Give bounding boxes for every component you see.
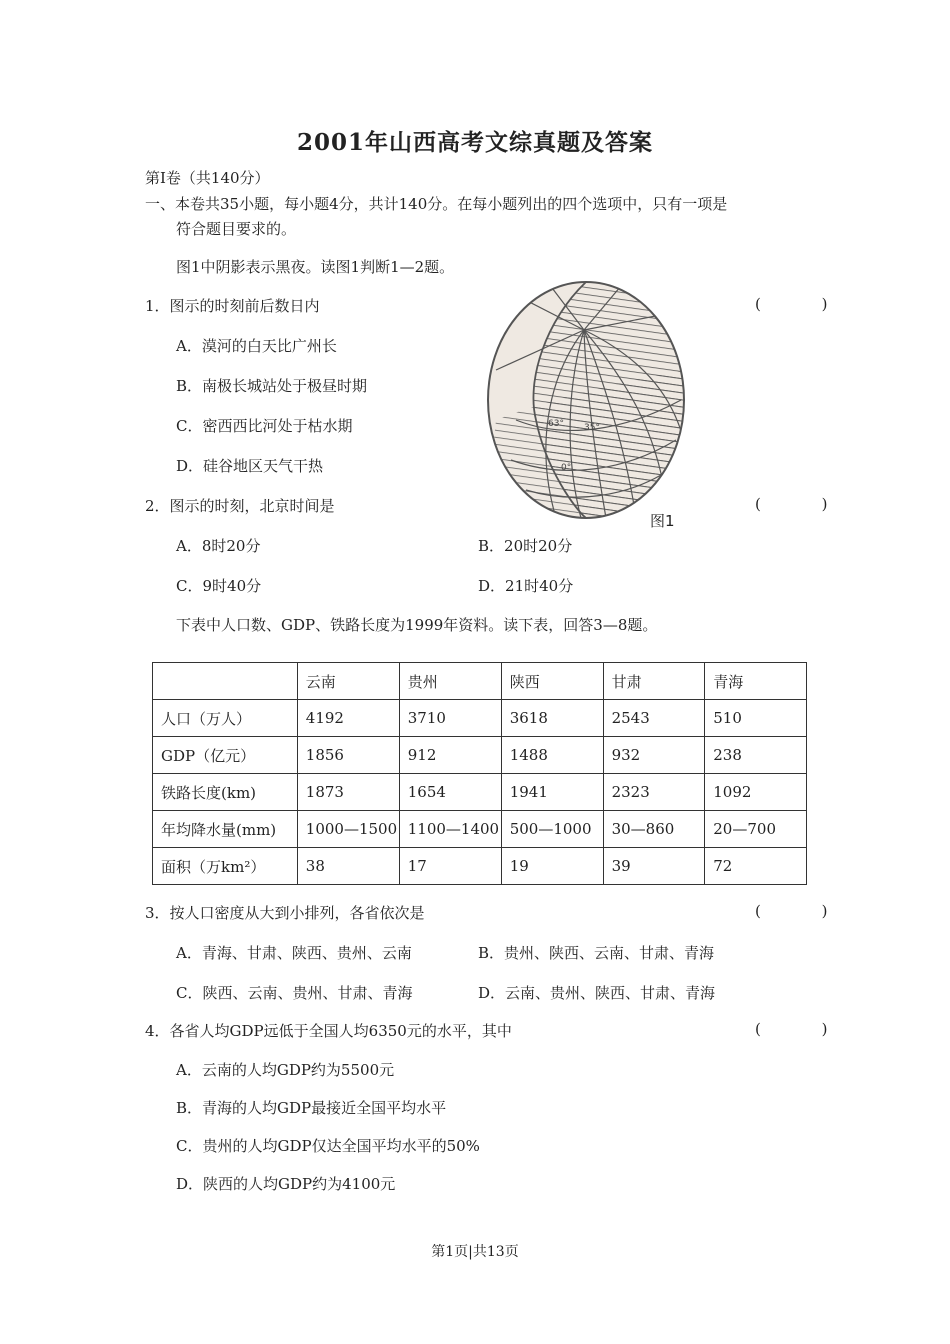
q1-option-d: D．硅谷地区天气干热 <box>176 457 324 475</box>
table-cell: 38 <box>297 848 399 885</box>
table-row <box>153 848 807 885</box>
table-cell: 30—860 <box>603 811 705 848</box>
figure-label-0: 0° <box>561 463 572 473</box>
table-cell: 3710 <box>399 700 501 737</box>
table-header-cell: 贵州 <box>399 663 501 700</box>
q4-answer-paren: ( ) <box>755 1020 856 1038</box>
q1-answer-paren: ( ) <box>755 295 856 313</box>
table-cell: 1654 <box>399 774 501 811</box>
q4-option-a: A．云南的人均GDP约为5500元 <box>176 1061 395 1079</box>
table-header-cell: 青海 <box>705 663 807 700</box>
figure-1-globe <box>486 280 686 524</box>
page-footer: 第1页|共13页 <box>431 1244 519 1260</box>
q1-option-a: A．漠河的白天比广州长 <box>176 337 337 355</box>
table-cell: 1856 <box>297 737 399 774</box>
q4-option-b: B．青海的人均GDP最接近全国平均水平 <box>176 1099 447 1117</box>
table-cell: 39 <box>603 848 705 885</box>
table-cell: 铁路长度(km) <box>153 774 298 811</box>
q2-option-d: D．21时40分 <box>478 577 574 595</box>
q3-option-c: C．陕西、云南、贵州、甘肃、青海 <box>176 984 413 1002</box>
table-cell: 238 <box>705 737 807 774</box>
table-cell: 932 <box>603 737 705 774</box>
table-header-cell: 陕西 <box>501 663 603 700</box>
table-cell: 3618 <box>501 700 603 737</box>
q2-option-b: B．20时20分 <box>478 537 573 555</box>
table-cell: 1941 <box>501 774 603 811</box>
table-cell: 年均降水量(mm) <box>153 811 298 848</box>
q2-option-c: C．9时40分 <box>176 577 262 595</box>
q2-answer-paren: ( ) <box>755 495 856 513</box>
q2-stem: 2．图示的时刻，北京时间是 <box>145 497 335 515</box>
table-cell: 17 <box>399 848 501 885</box>
q3-option-b: B．贵州、陕西、云南、甘肃、青海 <box>478 944 715 962</box>
page-title: 2001年山西高考文综真题及答案 <box>296 129 653 156</box>
table-cell: 19 <box>501 848 603 885</box>
figure-label-35: 35° <box>584 423 600 433</box>
table-header-cell: 云南 <box>297 663 399 700</box>
table-cell: 912 <box>399 737 501 774</box>
table-header-row <box>153 663 807 700</box>
table-cell: 1100—1400 <box>399 811 501 848</box>
table-cell: 510 <box>705 700 807 737</box>
table-intro: 下表中人口数、GDP、铁路长度为1999年资料。读下表，回答3—8题。 <box>176 616 658 634</box>
q3-option-d: D．云南、贵州、陕西、甘肃、青海 <box>478 984 716 1002</box>
table-header-cell: 甘肃 <box>603 663 705 700</box>
q4-option-c: C．贵州的人均GDP仅达全国平均水平的50% <box>176 1137 480 1155</box>
instruction-line-2: 符合题目要求的。 <box>176 220 297 238</box>
q1-stem: 1．图示的时刻前后数日内 <box>145 297 320 315</box>
table-cell: 1873 <box>297 774 399 811</box>
table-header-cell <box>153 663 298 700</box>
table-cell: 2323 <box>603 774 705 811</box>
table-row <box>153 811 807 848</box>
table-cell: 1000—1500 <box>297 811 399 848</box>
table-cell: 4192 <box>297 700 399 737</box>
q3-option-a: A．青海、甘肃、陕西、贵州、云南 <box>176 944 412 962</box>
table-row <box>153 774 807 811</box>
q4-option-d: D．陕西的人均GDP约为4100元 <box>176 1175 396 1193</box>
table-row <box>153 700 807 737</box>
globe-diagram <box>486 280 686 520</box>
table-cell: 500—1000 <box>501 811 603 848</box>
table-cell: 1488 <box>501 737 603 774</box>
q1-option-c: C．密西西比河处于枯水期 <box>176 417 353 435</box>
figure-caption: 图1 <box>650 512 675 530</box>
figure-intro: 图1中阴影表示黑夜。读图1判断1—2题。 <box>176 258 455 276</box>
figure-label-63: 63° <box>548 419 564 429</box>
q3-answer-paren: ( ) <box>755 902 856 920</box>
q4-stem: 4．各省人均GDP远低于全国人均6350元的水平，其中 <box>145 1022 512 1040</box>
province-data-table <box>152 662 807 885</box>
table-cell: 面积（万km²） <box>153 848 298 885</box>
q1-option-b: B．南极长城站处于极昼时期 <box>176 377 368 395</box>
instruction-line-1: 一、本卷共35小题，每小题4分，共计140分。在每小题列出的四个选项中，只有一项是 <box>145 195 728 213</box>
table-cell: 人口（万人） <box>153 700 298 737</box>
table-cell: 72 <box>705 848 807 885</box>
table-cell: 20—700 <box>705 811 807 848</box>
table-cell: 2543 <box>603 700 705 737</box>
table-row <box>153 737 807 774</box>
section-heading: 第Ⅰ卷（共140分） <box>145 169 270 187</box>
q3-stem: 3．按人口密度从大到小排列，各省依次是 <box>145 904 425 922</box>
table-cell: 1092 <box>705 774 807 811</box>
table-cell: GDP（亿元） <box>153 737 298 774</box>
q2-option-a: A．8时20分 <box>176 537 261 555</box>
